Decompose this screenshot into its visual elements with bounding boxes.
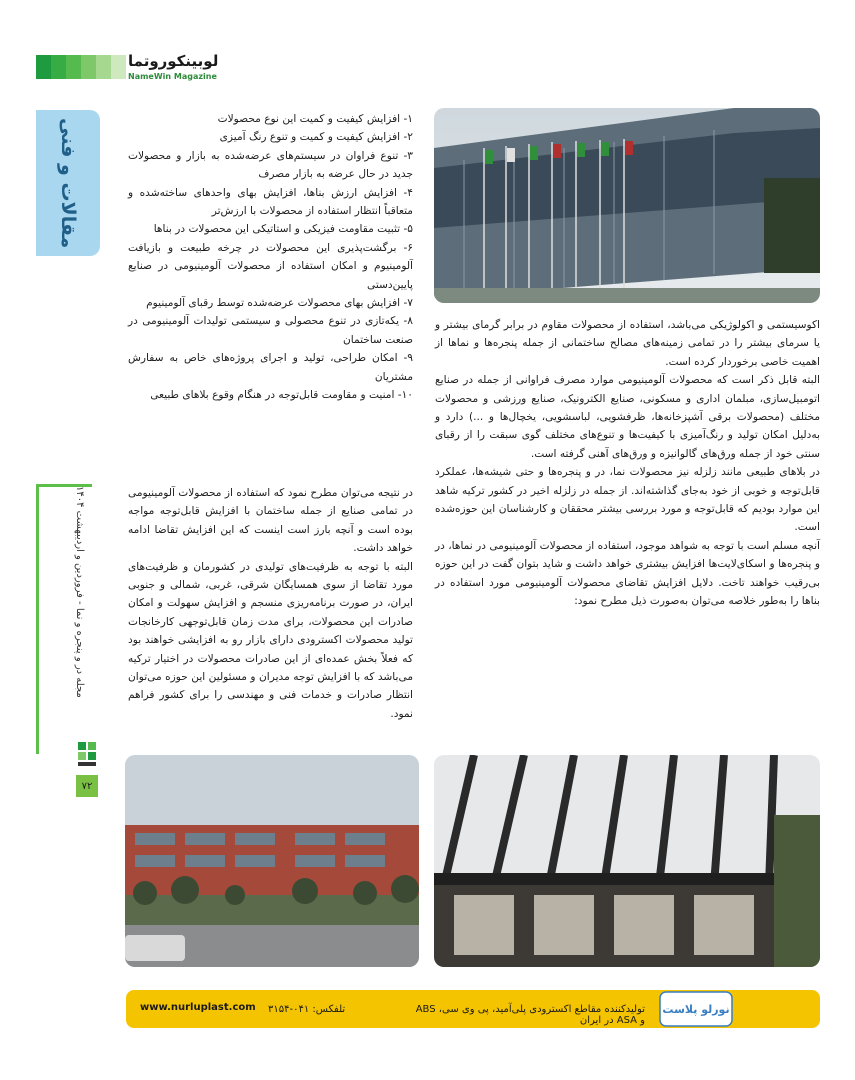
left-column-text — [128, 484, 413, 723]
paragraph: در نتیجه می‌توان مطرح نمود که استفاده از محصولات آلومینیومی در تمامی صنایع از جمله ساختمان با افزایش قابل‌توجه مواجه بوده است و آنچه بارز است اینست که این افزایش تقاضا ادامه خواهد داشت. — [128, 487, 413, 555]
list-item: ۱۰- امنیت و مقاومت قابل‌توجه در هنگام وقوع بلاهای طبیعی — [150, 389, 413, 402]
list-item: ۳- تنوع فراوان در سیستم‌های عرضه‌شده به بازار و محصولات جدید در حال عرضه به بازار مصرف — [128, 149, 413, 181]
magazine-logo-subtitle: NameWin Magazine — [128, 72, 217, 81]
building-photo — [434, 108, 820, 303]
reasons-list — [128, 110, 413, 405]
facade-building-photo — [125, 755, 419, 967]
footer-brand-logo-text: نورلو پلاست — [662, 1002, 730, 1016]
list-item: ۸- یکه‌تازی در تنوع محصولی و سیستمی تولیدات آلومینیومی در صنعت ساختمان — [128, 315, 413, 346]
issue-caption-text: مجله در و پنجره و نما - فروردین و اردیبهشت ۱۴۰۴ — [74, 486, 85, 698]
issue-caption — [74, 486, 94, 736]
paragraph: در بلاهای طبیعی مانند زلزله نیز محصولات نما، در و پنجره‌ها و حتی شیشه‌ها، عملکرد قابل‌توجه و خوبی از خود به‌جای گذاشته‌اند. از جمله در زلزله اخیر در کشور ترکیه شاهد این موارد بودیم که قابل‌توجه و مورد بررسی بیشتر محققان و کارشناسان این حوزه‌شده است. — [435, 466, 820, 534]
list-item: ۲- افزایش کیفیت و کمیت و تنوع رنگ آمیزی — [219, 131, 413, 144]
paragraph: البته با توجه به ظرفیت‌های تولیدی در کشورمان و ظرفیت‌های مورد تقاضا از سوی همسایگان شرقی، غربی، شمالی و جنوبی ایران، در صورت برنامه‌ریزی منسجم و افزایش سهولت و امکان صادرات این محصولات، برای مدت زمان قابل‌توجهی کارخانجات تولید محصولات اکسترودی دارای بازار رو به افزایشی خواهند بود که فعلاً بخش عمده‌ای از این صادرات محصولات در اختیار ترکیه می‌باشد که با افزایش توجه مدیران و مسئولین این حوزه می‌توان انتظار صادرات و خدمات فنی و مهندسی را برای کشور فراهم نمود. — [128, 560, 413, 720]
footer-brand-logo — [656, 990, 736, 1028]
section-label: مقالات و فنی — [57, 117, 79, 249]
magazine-mini-logo-icon — [76, 740, 98, 768]
section-tab — [36, 110, 100, 256]
paragraph: اکوسیستمی و اکولوژیکی می‌باشد، استفاده از محصولات مقاوم در برابر گرمای بیشتر و یا سرمای بیشتر را در تمامی زمینه‌های مصالح ساختمانی از جمله پنجره‌ها و نماها از اهمیت خاصی برخوردار کرده است. — [435, 319, 820, 368]
header-color-strip — [36, 55, 126, 79]
right-column-text — [435, 316, 820, 611]
list-item: ۷- افزایش بهای محصولات عرضه‌شده توسط رقبای آلومینیوم — [146, 297, 413, 310]
footer-website-link[interactable]: www.nurluplast.com — [140, 1002, 256, 1013]
list-item: ۶- برگشت‌پذیری این محصولات در چرخه طبیعت و بازیافت آلومینیوم و امکان استفاده از محصولات آلومینیومی در صنایع پایین‌دستی — [128, 241, 413, 291]
list-item: ۵- تثبیت مقاومت فیزیکی و استاتیکی این محصولات در بناها — [153, 223, 413, 236]
list-item: ۴- افزایش ارزش بناها، افزایش بهای واحدهای ساخته‌شده و متعاقباً انتظار استفاده از محصولات با ارزش‌تر — [128, 186, 413, 218]
magazine-logo-title: لوبینکوروتما — [128, 52, 219, 70]
page-number: ۷۲ — [76, 775, 98, 797]
paragraph: البته قابل ذکر است که محصولات آلومینیومی موارد مصرف فراوانی از جمله در صنایع اتومبیل‌سازی، مبلمان اداری و مسکونی، صنایع الکترونیک، صنایع ورزشی و محصولات مختلف (محصولات برقی آشپزخانه‌ها، ظرفشویی، لباسشویی، یخچال‌ها و ...) دارد و به‌دلیل امکان تولید و رنگ‌آمیزی با کیفیت‌ها و تنوع‌های مختلف گوی سبقت را از رقبای سنتی خود از جمله ورق‌های گالوانیزه و ورق‌های آهنی گرفته است. — [435, 374, 820, 460]
footer-producer-text: تولیدکننده مقاطع اکسترودی پلی‌آمید، پی وی سی، ABS و ASA در ایران — [415, 1004, 645, 1026]
divider-vertical — [36, 484, 39, 754]
footer-phone: تلفکس: ۰۴۱-۳۱۵۴ — [268, 1004, 346, 1015]
pergola-photo — [434, 755, 820, 967]
list-item: ۹- امکان طراحی، تولید و اجرای پروژه‌های خاص به سفارش مشتریان — [128, 352, 413, 383]
list-item: ۱- افزایش کیفیت و کمیت این نوع محصولات — [217, 113, 413, 125]
paragraph: آنچه مسلم است با توجه به شواهد موجود، استفاده از محصولات آلومینیومی در نماها، در و پنجره‌ها و اسکای‌لایت‌ها افزایش بیشتری خواهد داشت و شاید بتوان گفت در این حوزه بی‌رقیب خواهند تاخت. دلایل افزایش تقاضای محصولات آلومینیومی مورد استفاده در بناها را به‌طور خلاصه می‌توان به‌صورت ذیل مطرح نمود: — [435, 539, 820, 608]
